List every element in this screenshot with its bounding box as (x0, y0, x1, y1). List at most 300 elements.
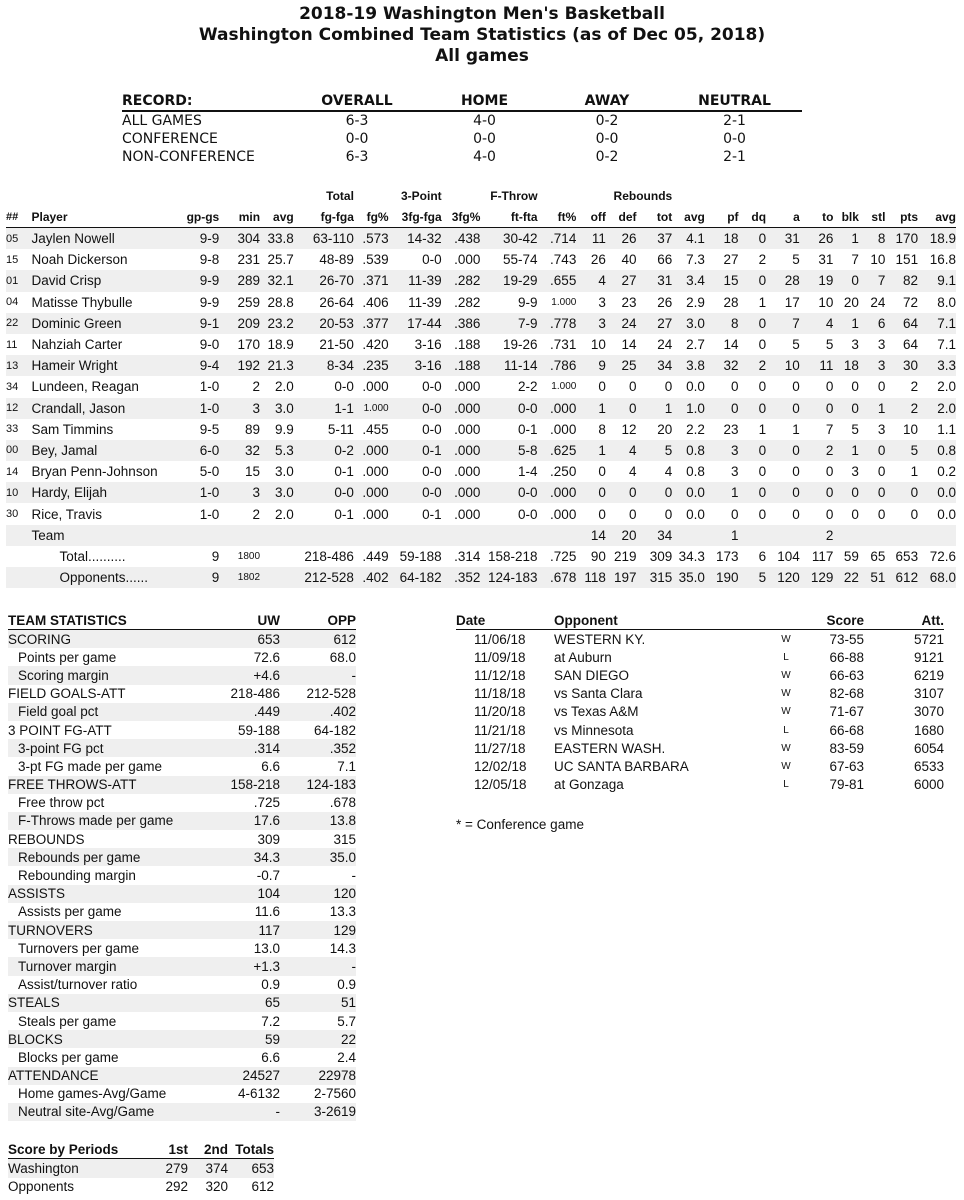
periods-cell: 653 (228, 1159, 274, 1178)
stat-cell: 5 (825, 337, 834, 353)
stat-cell: 20-53 (294, 313, 354, 334)
stat-cell (6, 567, 32, 588)
stat-cell: 0.8 (686, 464, 705, 480)
stat-cell: 170 (885, 228, 918, 250)
stat-cell: 1 (833, 313, 859, 334)
stat-cell: 15 (245, 464, 261, 480)
record-cell: ALL GAMES (122, 113, 202, 129)
player-row (6, 313, 956, 334)
stat-cell: 8-34 (294, 355, 354, 376)
record-cell: 2-1 (723, 149, 746, 165)
stat-cell: 0 (851, 379, 859, 395)
team-stat-opp: - (280, 957, 356, 975)
stat-cell: 2.2 (686, 421, 705, 437)
stat-cell: 0 (792, 506, 800, 522)
stat-cell: 0 (606, 398, 637, 419)
stat-cell: 0 (637, 482, 673, 503)
column-header: tot (637, 206, 673, 228)
game-opponent: vs Texas A&M (554, 704, 639, 720)
stat-cell: .000 (442, 482, 481, 503)
stat-cell: 48-89 (319, 252, 354, 268)
stat-cell: 0-0 (518, 506, 538, 522)
game-score: 71-67 (829, 704, 864, 720)
stat-cell: 3 (859, 355, 886, 376)
stat-cell: .449 (362, 548, 389, 564)
team-stat-opp: - (280, 666, 356, 684)
periods-cell: 292 (165, 1179, 188, 1195)
team-stat-uw: 59 (218, 1030, 280, 1048)
player-stats-table (6, 186, 956, 588)
stat-cell: 19 (800, 270, 834, 291)
team-stat-opp: - (351, 868, 356, 884)
stat-cell: 1.0 (672, 398, 705, 419)
team-statistics-table (8, 612, 356, 1121)
team-stat-uw: 218-486 (230, 686, 280, 702)
stat-cell: .678 (538, 567, 577, 588)
stat-cell: 9-9 (176, 270, 219, 291)
stat-cell: 3 (219, 482, 260, 503)
record-header: AWAY (547, 92, 667, 111)
report-title-block (0, 4, 964, 67)
stat-cell: 1.000 (551, 381, 577, 393)
stat-cell: 0 (606, 482, 637, 503)
game-date: 11/18/18 (474, 686, 526, 702)
player-name: Sam Timmins (31, 421, 114, 437)
game-result: W (781, 633, 791, 645)
team-stat-opp: 2-7560 (313, 1086, 356, 1102)
team-stat-row (8, 994, 356, 1012)
stat-cell: 309 (649, 548, 673, 564)
team-stat-opp: 35.0 (280, 848, 356, 866)
stat-cell: 2.0 (918, 398, 956, 419)
stat-cell: 0 (766, 482, 800, 503)
record-cell: 0-0 (345, 131, 369, 147)
stat-cell: 289 (219, 270, 260, 291)
player-name: Crandall, Jason (32, 398, 177, 419)
stat-cell: 3.0 (260, 398, 294, 419)
player-name: Dominic Green (32, 313, 177, 334)
player-row (6, 228, 956, 250)
schedule-row (456, 757, 944, 775)
team-stat-label: Assist/turnover ratio (18, 977, 138, 993)
team-stat-opp: 22 (280, 1030, 356, 1048)
stat-cell: .000 (454, 464, 481, 480)
team-stat-label: ATTENDANCE (8, 1067, 218, 1085)
game-score: 82-68 (829, 686, 864, 702)
team-stat-opp: .352 (280, 739, 356, 757)
team-stat-opp: 64-182 (313, 722, 356, 738)
stat-cell: 1-0 (199, 506, 220, 522)
stat-cell: 5 (851, 421, 859, 437)
stat-cell: .438 (442, 228, 481, 250)
stat-cell: 2.7 (686, 337, 705, 353)
stat-cell (442, 525, 481, 546)
periods-cell: 374 (188, 1159, 228, 1178)
stat-cell (672, 525, 705, 546)
player-row (6, 292, 956, 313)
stat-cell: 209 (219, 313, 260, 334)
team-stat-uw: 4-6132 (237, 1086, 280, 1102)
stat-cell: 10 (590, 337, 606, 353)
column-header: avg (672, 206, 705, 228)
stat-cell: 11-39 (408, 294, 442, 310)
stat-cell: 3 (851, 337, 859, 353)
stat-cell: 89 (245, 421, 261, 437)
player-name: Total.......... (59, 548, 126, 564)
team-stat-label: BLOCKS (8, 1030, 218, 1048)
team-stat-label: Steals per game (18, 1013, 117, 1029)
stat-cell: 16.8 (929, 252, 956, 268)
stat-cell: 4 (629, 464, 637, 480)
stat-cell (354, 525, 389, 546)
column-header: a (766, 206, 800, 228)
column-header: fg-fga (294, 206, 354, 228)
stat-cell: 11 (800, 355, 834, 376)
stat-cell: .000 (454, 506, 481, 522)
schedule-header: Score (796, 612, 864, 630)
player-name: Hardy, Elijah (32, 482, 177, 503)
game-date: 11/09/18 (474, 649, 526, 665)
team-stat-opp: 51 (280, 994, 356, 1012)
team-stat-opp: 5.7 (337, 1013, 356, 1029)
stat-cell: 1800 (237, 550, 261, 562)
stat-cell: 0 (598, 506, 606, 522)
schedule-table (456, 612, 944, 794)
team-stat-row (8, 1085, 356, 1103)
game-date: 11/27/18 (474, 740, 526, 756)
stat-cell: .000 (354, 482, 389, 503)
stat-cell: 1 (576, 398, 606, 419)
player-row (6, 249, 956, 270)
periods-row (8, 1178, 274, 1197)
stat-cell: 3.0 (274, 464, 294, 480)
stat-cell: .000 (538, 482, 577, 503)
stat-cell: 17-44 (389, 313, 442, 334)
stat-cell: .314 (454, 548, 481, 564)
stat-cell: 9 (176, 567, 219, 588)
team-stat-uw: 309 (257, 831, 280, 847)
stat-cell: 8 (859, 228, 886, 250)
game-result: L (783, 724, 789, 736)
stat-cell (739, 525, 767, 546)
periods-cell: Washington (8, 1159, 138, 1178)
stat-cell: 25.7 (267, 252, 294, 268)
stat-cell: 0.8 (672, 440, 705, 461)
stat-cell: 0.8 (918, 440, 956, 461)
stat-cell: 212-528 (294, 567, 354, 588)
stat-cell: 15 (705, 270, 739, 291)
stat-cell: 3.3 (918, 355, 956, 376)
stat-cell: 219 (613, 548, 637, 564)
stat-cell: 0 (825, 506, 834, 522)
player-name: Hameir Wright (32, 355, 177, 376)
stat-cell (389, 525, 442, 546)
stat-cell: 5-0 (199, 464, 220, 480)
stat-cell: 64-182 (389, 567, 442, 588)
stat-cell: 0 (758, 379, 767, 395)
stat-cell: 26 (606, 228, 637, 250)
stat-cell: 37 (637, 228, 673, 250)
stat-cell: 14 (621, 337, 637, 353)
stat-cell: 118 (576, 567, 606, 588)
stat-cell: .573 (354, 228, 389, 250)
game-result: W (781, 706, 791, 718)
stat-cell: 30 (885, 355, 918, 376)
stat-cell: 0-1 (518, 421, 538, 437)
stat-cell: 26-70 (294, 270, 354, 291)
record-cell: 0-2 (595, 149, 619, 165)
stat-cell: 124-183 (480, 567, 537, 588)
stat-cell: 9-8 (199, 252, 220, 268)
team-stat-opp: 124-183 (280, 776, 356, 794)
team-stat-uw: .449 (218, 703, 280, 721)
stat-cell: 14 (576, 525, 606, 546)
stat-cell: 20 (843, 294, 859, 310)
team-stat-uw: -0.7 (256, 868, 280, 884)
player-row (6, 355, 956, 376)
stat-cell: 23.2 (260, 313, 294, 334)
schedule-row (456, 739, 944, 757)
stat-cell: 0-0 (480, 482, 537, 503)
team-stat-label: Rebounds per game (8, 848, 218, 866)
stat-cell: 259 (237, 294, 261, 310)
game-result: W (781, 760, 791, 772)
stat-cell: 0 (851, 506, 859, 522)
column-header: fg% (354, 206, 389, 228)
stat-cell: 3 (731, 464, 739, 480)
stat-cell: 1-0 (176, 482, 219, 503)
stat-cell: 0.2 (937, 464, 956, 480)
record-cell: 4-0 (473, 149, 496, 165)
stat-cell: 26 (657, 294, 673, 310)
periods-header: 1st (138, 1141, 188, 1159)
stat-cell: 1 (758, 294, 767, 310)
team-stat-label: Home games-Avg/Game (18, 1086, 167, 1102)
team-stat-opp: 3-2619 (280, 1103, 356, 1121)
team-stat-uw: 653 (218, 630, 280, 649)
stat-cell: .743 (550, 252, 577, 268)
stat-cell (176, 525, 219, 546)
stat-cell: 68.0 (918, 567, 956, 588)
team-stat-row (8, 885, 356, 903)
stat-cell: 63-110 (294, 228, 354, 250)
stat-cell: .000 (442, 440, 481, 461)
stat-cell: 3.0 (260, 482, 294, 503)
stat-cell: 151 (895, 252, 919, 268)
team-stat-uw: .314 (218, 739, 280, 757)
stat-cell: 0.0 (686, 506, 705, 522)
record-table (122, 92, 802, 166)
stat-cell: 21.3 (260, 355, 294, 376)
stat-cell: .000 (362, 464, 389, 480)
stat-cell: 7 (851, 252, 859, 268)
column-header: ft-fta (480, 206, 537, 228)
stat-cell: 10 (903, 421, 919, 437)
stat-cell: 2.0 (274, 379, 294, 395)
stat-cell: 64 (885, 313, 918, 334)
stat-cell: 11-14 (480, 355, 537, 376)
record-header: HOME (422, 92, 547, 111)
stat-cell: 3 (598, 294, 606, 310)
periods-cell: 612 (251, 1179, 274, 1195)
stat-cell: 28.8 (267, 294, 294, 310)
stat-cell: 0-2 (294, 440, 354, 461)
stat-cell: .714 (538, 228, 577, 250)
game-score: 66-63 (829, 667, 864, 683)
record-cell: 0-0 (473, 131, 496, 147)
stat-cell: 10 (818, 294, 834, 310)
stat-cell: 15 (6, 253, 19, 266)
stat-cell: 34 (637, 355, 673, 376)
game-attendance: 5721 (913, 631, 944, 647)
stat-cell: 55-74 (503, 252, 538, 268)
record-cell: NON-CONFERENCE (122, 149, 255, 165)
stat-cell (833, 525, 859, 546)
schedule-header: Opponent (554, 612, 776, 630)
stat-cell: 2.9 (686, 294, 705, 310)
team-stat-label: REBOUNDS (8, 831, 85, 847)
game-score: 67-63 (829, 758, 864, 774)
stat-cell: 1 (910, 464, 919, 480)
stat-cell: 32 (705, 355, 739, 376)
team-stat-uw: 7.2 (261, 1013, 280, 1029)
game-score: 73-55 (829, 631, 864, 647)
stat-cell: .000 (362, 379, 389, 395)
team-stat-label: 3 POINT FG-ATT (8, 722, 112, 738)
stat-cell: 0-0 (389, 398, 442, 419)
stat-cell: .188 (442, 355, 481, 376)
stat-cell: 7-9 (480, 313, 537, 334)
team-stat-opp: 612 (280, 630, 356, 649)
stat-cell: 0 (758, 464, 767, 480)
stat-cell: 33 (6, 423, 19, 436)
team-stat-row (8, 976, 356, 994)
team-stat-label: Rebounding margin (18, 868, 136, 884)
team-stat-label: Assists per game (18, 904, 122, 920)
stat-cell: 0 (664, 379, 673, 395)
stat-cell: 1-0 (176, 398, 219, 419)
stat-cell: 3.0 (672, 313, 705, 334)
group-three-point: 3-Point (400, 189, 442, 203)
record-header: NEUTRAL (667, 92, 802, 111)
column-header: ## (6, 206, 32, 228)
player-name: Nahziah Carter (31, 337, 123, 353)
stat-cell: 40 (621, 252, 637, 268)
game-date: 12/05/18 (474, 777, 527, 793)
stat-cell: 32.1 (260, 270, 294, 291)
stat-cell: 82 (885, 270, 918, 291)
team-stat-opp: .678 (329, 795, 356, 811)
stat-cell: 0-1 (422, 506, 442, 522)
stat-cell: 170 (237, 337, 261, 353)
team-stat-row (8, 866, 356, 884)
column-header: dq (739, 206, 767, 228)
game-attendance: 6219 (913, 667, 944, 683)
stat-cell: 28 (766, 270, 800, 291)
column-header: to (800, 206, 834, 228)
stat-cell: 3 (851, 464, 859, 480)
report-scope: All games (435, 46, 529, 66)
stat-cell: 0 (833, 482, 859, 503)
record-row (122, 111, 802, 130)
team-stat-label: FIELD GOALS-ATT (8, 686, 126, 702)
periods-header: 2nd (188, 1141, 228, 1159)
stat-cell: 34 (6, 380, 19, 393)
game-score: 66-68 (829, 722, 864, 738)
stat-cell: 9-5 (199, 421, 220, 437)
game-score: 83-59 (829, 740, 864, 756)
periods-cell: 279 (138, 1159, 188, 1178)
stat-cell: 0 (859, 482, 886, 503)
stat-cell: 7.1 (937, 337, 956, 353)
game-opponent: vs Minnesota (554, 722, 634, 738)
stat-cell: 31 (637, 270, 673, 291)
game-score: 79-81 (829, 777, 864, 793)
stat-cell: 7 (859, 270, 886, 291)
stat-cell: 14 (723, 337, 739, 353)
player-row (6, 398, 956, 419)
stat-cell: 0-0 (422, 421, 442, 437)
stat-cell: 5 (792, 252, 800, 268)
stat-cell: 0 (758, 337, 767, 353)
stat-cell: 2-2 (518, 379, 538, 395)
player-name: Noah Dickerson (31, 252, 128, 268)
column-header: pf (705, 206, 739, 228)
stat-cell: 23 (621, 294, 637, 310)
stat-cell: 9 (576, 355, 606, 376)
stat-cell: 11 (576, 228, 606, 250)
stat-cell: 9-9 (199, 294, 220, 310)
schedule-row (456, 703, 944, 721)
stat-cell: 11-39 (389, 270, 442, 291)
stat-cell: 0-0 (422, 252, 442, 268)
game-attendance: 6533 (913, 758, 944, 774)
team-stat-uw: 158-218 (218, 776, 280, 794)
schedule-row (456, 721, 944, 739)
stat-cell: 3-16 (389, 355, 442, 376)
team-stat-row (8, 1067, 356, 1085)
stat-cell: 34.3 (678, 548, 705, 564)
stat-cell: .786 (538, 355, 577, 376)
stat-cell: 5 (792, 337, 800, 353)
stat-cell: 59 (843, 548, 859, 564)
column-header: def (606, 206, 637, 228)
game-date: 11/20/18 (474, 704, 526, 720)
stat-cell: 1 (833, 228, 859, 250)
stat-cell: .000 (454, 252, 481, 268)
stat-cell: 0 (664, 506, 673, 522)
game-result: W (781, 688, 791, 700)
stat-cell: 9.1 (918, 270, 956, 291)
stat-cell: 0 (629, 379, 637, 395)
team-stat-label: 3-pt FG made per game (18, 758, 163, 774)
stat-cell: 64 (903, 337, 919, 353)
stat-cell (294, 525, 354, 546)
stat-cell: 0 (833, 270, 859, 291)
stat-cell (918, 525, 956, 546)
stat-cell: 0 (739, 398, 767, 419)
stat-cell: .778 (538, 313, 577, 334)
stat-cell: 0 (598, 379, 606, 395)
group-free-throw: F-Throw (490, 189, 538, 203)
stat-cell: 17 (784, 294, 800, 310)
stat-cell: 9.9 (274, 421, 294, 437)
record-cell: 6-3 (345, 149, 369, 165)
stat-cell: 05 (6, 228, 32, 250)
stat-cell: 0 (629, 506, 637, 522)
column-header: avg (918, 206, 956, 228)
stat-cell: 21-50 (319, 337, 354, 353)
